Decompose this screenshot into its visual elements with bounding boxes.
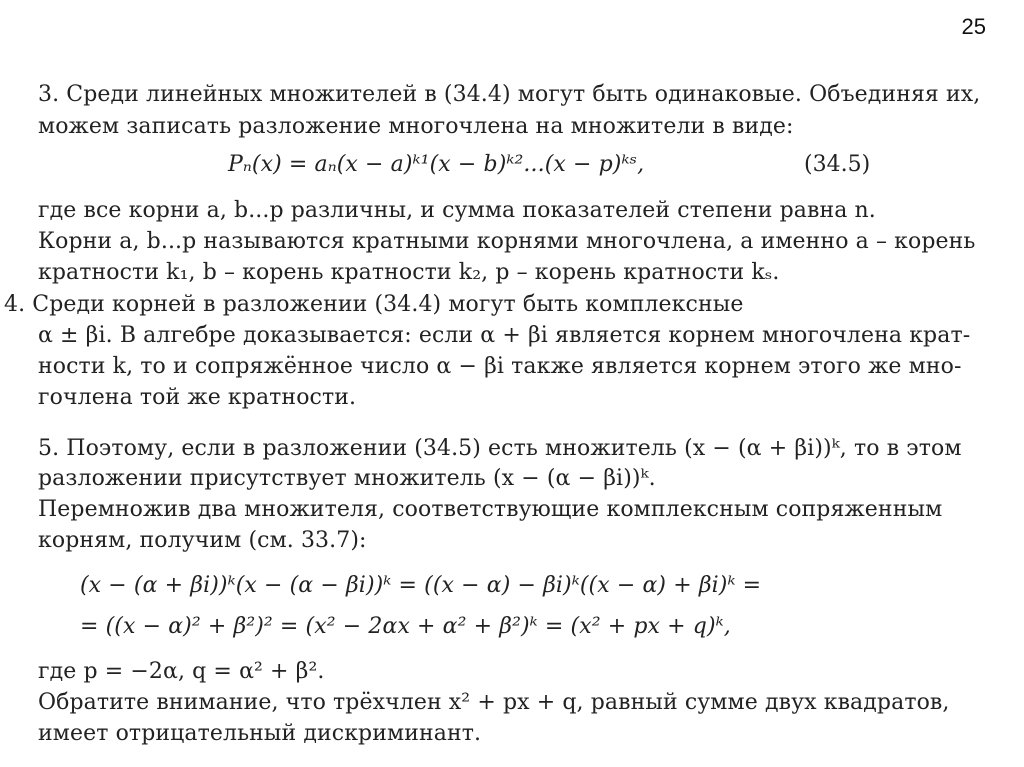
section-4-line-3: ности k, то и сопряжённое число α − βi также является корнем этого же мно-	[38, 354, 962, 379]
section-4-line-4: гочлена той же кратности.	[38, 385, 357, 410]
section-5-line-6: Обратите внимание, что трёхчлен x² + px + q, равный сумме двух квадратов,	[38, 690, 950, 715]
formula-34-5: Pₙ(x) = aₙ(x − a)ᵏ¹(x − b)ᵏ²...(x − p)ᵏˢ,	[228, 152, 645, 177]
formula-product-line-2: = ((x − α)² + β²)² = (x² − 2αx + α² + β²)ᵏ = (x² + px + q)ᵏ,	[80, 614, 731, 639]
section-3-line-2: можем записать разложение многочлена на множители в виде:	[38, 114, 794, 139]
section-3-line-3: где все корни a, b...p различны, и сумма показателей степени равна n.	[38, 198, 876, 223]
section-5-line-4: корням, получим (см. 33.7):	[38, 528, 367, 553]
section-3-line-4: Корни a, b...p называются кратными корнями многочлена, а именно a – корень	[38, 229, 976, 254]
section-3-line-5: кратности k₁, b – корень кратности k₂, p – корень кратности kₛ.	[38, 260, 780, 285]
section-3-line-1: 3. Среди линейных множителей в (34.4) могут быть одинаковые. Объединяя их,	[38, 82, 981, 107]
section-5-line-1: 5. Поэтому, если в разложении (34.5) есть множитель (x − (α + βi))ᵏ, то в этом	[38, 436, 962, 461]
section-5-line-5: где p = −2α, q = α² + β².	[38, 659, 325, 684]
formula-product-line-1: (x − (α + βi))ᵏ(x − (α − βi))ᵏ = ((x − α) − βi)ᵏ((x − α) + βi)ᵏ =	[80, 573, 762, 598]
page-number: 25	[961, 14, 986, 39]
equation-number-34-5: (34.5)	[804, 152, 871, 177]
section-4-line-2: α ± βi. В алгебре доказывается: если α + βi является корнем многочлена крат-	[38, 323, 971, 348]
section-5-line-7: имеет отрицательный дискриминант.	[38, 721, 482, 746]
section-4-line-1: 4. Среди корней в разложении (34.4) могут быть комплексные	[4, 292, 744, 317]
section-5-line-2: разложении присутствует множитель (x − (α − βi))ᵏ.	[38, 466, 656, 491]
section-5-line-3: Перемножив два множителя, соответствующие комплексным сопряженным	[38, 497, 943, 522]
